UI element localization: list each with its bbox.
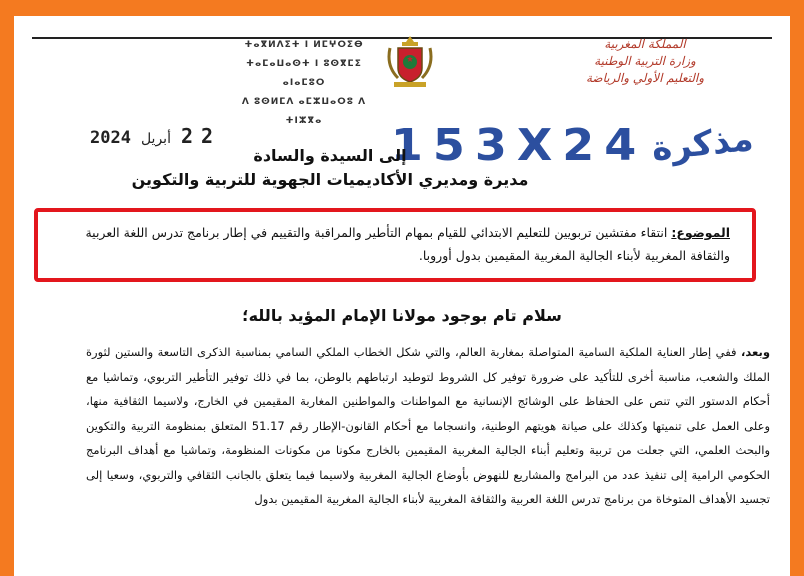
addressee bbox=[30, 144, 630, 192]
date-month: أبريل bbox=[140, 131, 171, 147]
coat-of-arms-icon bbox=[386, 34, 434, 90]
body-lead: وبعد، bbox=[741, 345, 770, 359]
addressee-line-2: مديرة ومديري الأكاديميات الجهوية للتربية والتكوين bbox=[131, 170, 529, 189]
date-year: 2024 bbox=[90, 128, 131, 148]
subject-label: الموضوع: bbox=[671, 225, 730, 240]
tifinagh-line-2: ⵜⴰⵎⴰⵡⴰⵙⵜ ⵏ ⵓⵙⴳⵎⵉ ⴰⵏⴰⵎⵓⵔ bbox=[246, 59, 362, 88]
ministry-line-1: وزارة التربية الوطنية bbox=[594, 54, 696, 68]
tifinagh-line-1: ⵜⴰⴳⵍⴷⵉⵜ ⵏ ⵍⵎⵖⵔⵉⴱ bbox=[244, 40, 364, 50]
subject-text: انتقاء مفتشين تربويين للتعليم الابتدائي للقيام بمهام التأطير والمراقبة والتقييم في إطار برنامج تدرس اللغة العربية والثقافة المغربية لأبناء الجالية المغربية المقيمين بدول أوروبا. bbox=[85, 225, 730, 263]
memo-number: 153X24 bbox=[390, 119, 647, 171]
document-page bbox=[14, 16, 790, 576]
ministry-name-arabic bbox=[540, 36, 750, 87]
subject-box bbox=[34, 208, 756, 282]
greeting: سلام تام بوجود مولانا الإمام المؤيد بالله؛ bbox=[242, 306, 562, 325]
memo-word: مذكرة bbox=[650, 118, 756, 170]
addressee-line-1: إلى السيدة والسادة bbox=[253, 146, 407, 165]
date-day: 22 bbox=[180, 124, 222, 148]
body-paragraph bbox=[86, 340, 770, 512]
ministry-line-2: والتعليم الأولي والرياضة bbox=[585, 71, 705, 85]
tifinagh-line-3: ⴷ ⵓⵙⵍⵎⴷ ⴰⵎⵣⵡⴰⵔⵓ ⴷ ⵜⵏⵣⴳⴰ bbox=[241, 97, 367, 126]
ministry-name-tifinagh bbox=[234, 36, 374, 131]
kingdom-line: المملكة المغربية bbox=[604, 37, 686, 51]
body-text: ففي إطار العناية الملكية السامية المتواصلة بمغاربة العالم، والتي شكل الخطاب الملكي السامي بمناسبة الذكرى التاسعة والستين لثورة الملك والشعب، مناسبة أخرى للتأكيد على ضرورة توفير كل الشروط لتوطيد ارتباطهم بالوطن، بما في ذلك توفير التأطير التربوي، وتماشيا مع أحكام الدستور التي تنص على الحفاظ على الوشائج الإنسانية مع المواطنات والمواطنين المغاربة المقيمين في الخارج، ولاسيما الثقافية منها، وعلى العمل على تنميتها وكذلك على صيانة هويتهم الوطنية، وانسجاما مع أحكام القانون-الإطار رقم 51.17 المتعلق بمنظومة التربية والتكوين والبحث العلمي، التي جعلت من تربية وتعليم أبناء الجالية المغربية المقيمين بالخارج مكونا من مكونات المنظومة، وتماشيا مع أهداف البرنامج الحكومي الرامية إلى تنفيذ عدد من البرامج والمشاريع للنهوض بأوضاع الجالية المغربية ولاسيما فيما يتعلق بالجانب الثقافي والتربوي، وسعيا إلى تجسيد الأهداف المتوخاة من برنامج تدرس اللغة العربية والثقافة المغربية لأبناء الجالية المغربية المقيمين بدول bbox=[86, 345, 770, 506]
